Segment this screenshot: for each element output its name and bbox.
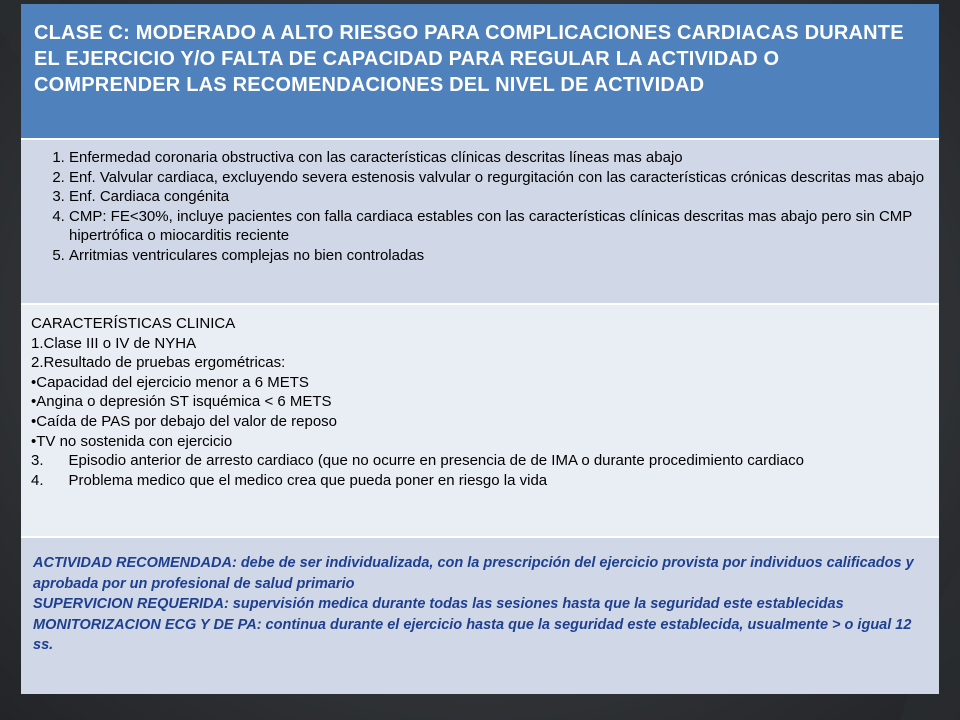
- list-item: •Caída de PAS por debajo del valor de reposo: [31, 412, 338, 430]
- table-header: [21, 4, 939, 140]
- list-item: 4. CMP: FE<30%, incluye pacientes con falla cardiaca estables con las características clínicas descritas mas abajo pero sin CMP hipertrófica o miocarditis reciente: [69, 207, 927, 246]
- characteristics-title: CARACTERÍSTICAS CLINICA: [31, 315, 236, 332]
- list-item: 3. Enf. Cardiaca congénita: [69, 187, 927, 207]
- header-title: CLASE C: MODERADO A ALTO RIESGO PARA COMPLICACIONES CARDIACAS DURANTE EL EJERCICIO Y/O FALTA DE CAPACIDAD PARA REGULAR LA ACTIVIDAD O COMPRENDER LAS RECOMENDACIONES DEL NIVEL DE ACTIVIDAD: [34, 22, 904, 96]
- conditions-section: [21, 140, 939, 305]
- list-item: 4. Problema medico que el medico crea que pueda poner en riesgo la vida: [31, 471, 548, 489]
- activity-recommendation: ACTIVIDAD RECOMENDADA: debe de ser individualizada, con la prescripción del ejercicio provista por individuos calificados y aprobada por un profesional de salud primario: [33, 555, 914, 592]
- list-item: •TV no sostenida con ejercicio: [31, 432, 233, 450]
- list-item: 1. Enfermedad coronaria obstructiva con las características clínicas descritas líneas mas abajo: [69, 148, 927, 168]
- clinical-characteristics-section: [21, 305, 939, 538]
- list-item: 3. Episodio anterior de arresto cardiaco (que no ocurre en presencia de de IMA o durante procedimiento cardiaco: [31, 452, 804, 470]
- list-item: •Angina o depresión ST isquémica < 6 METS: [31, 393, 332, 411]
- list-item: 2. Enf. Valvular cardiaca, excluyendo severa estenosis valvular o regurgitación con las características crónicas descritas mas abajo: [69, 168, 927, 188]
- monitoring-requirement: MONITORIZACION ECG Y DE PA: continua durante el ejercicio hasta que la seguridad este establecida, usualmente > o igual 12 ss.: [33, 616, 912, 653]
- list-item: 1.Clase III o IV de NYHA: [31, 334, 197, 352]
- conditions-list: [34, 148, 927, 265]
- supervision-requirement: SUPERVICION REQUERIDA: supervisión medica durante todas las sesiones hasta que la seguridad este establecidas: [33, 596, 844, 612]
- list-item: 5. Arritmias ventriculares complejas no bien controladas: [69, 246, 927, 266]
- list-item: 2.Resultado de pruebas ergométricas:: [31, 354, 286, 372]
- risk-class-table: [21, 4, 939, 694]
- recommended-activity-section: [21, 538, 939, 694]
- list-item: •Capacidad del ejercicio menor a 6 METS: [31, 373, 309, 391]
